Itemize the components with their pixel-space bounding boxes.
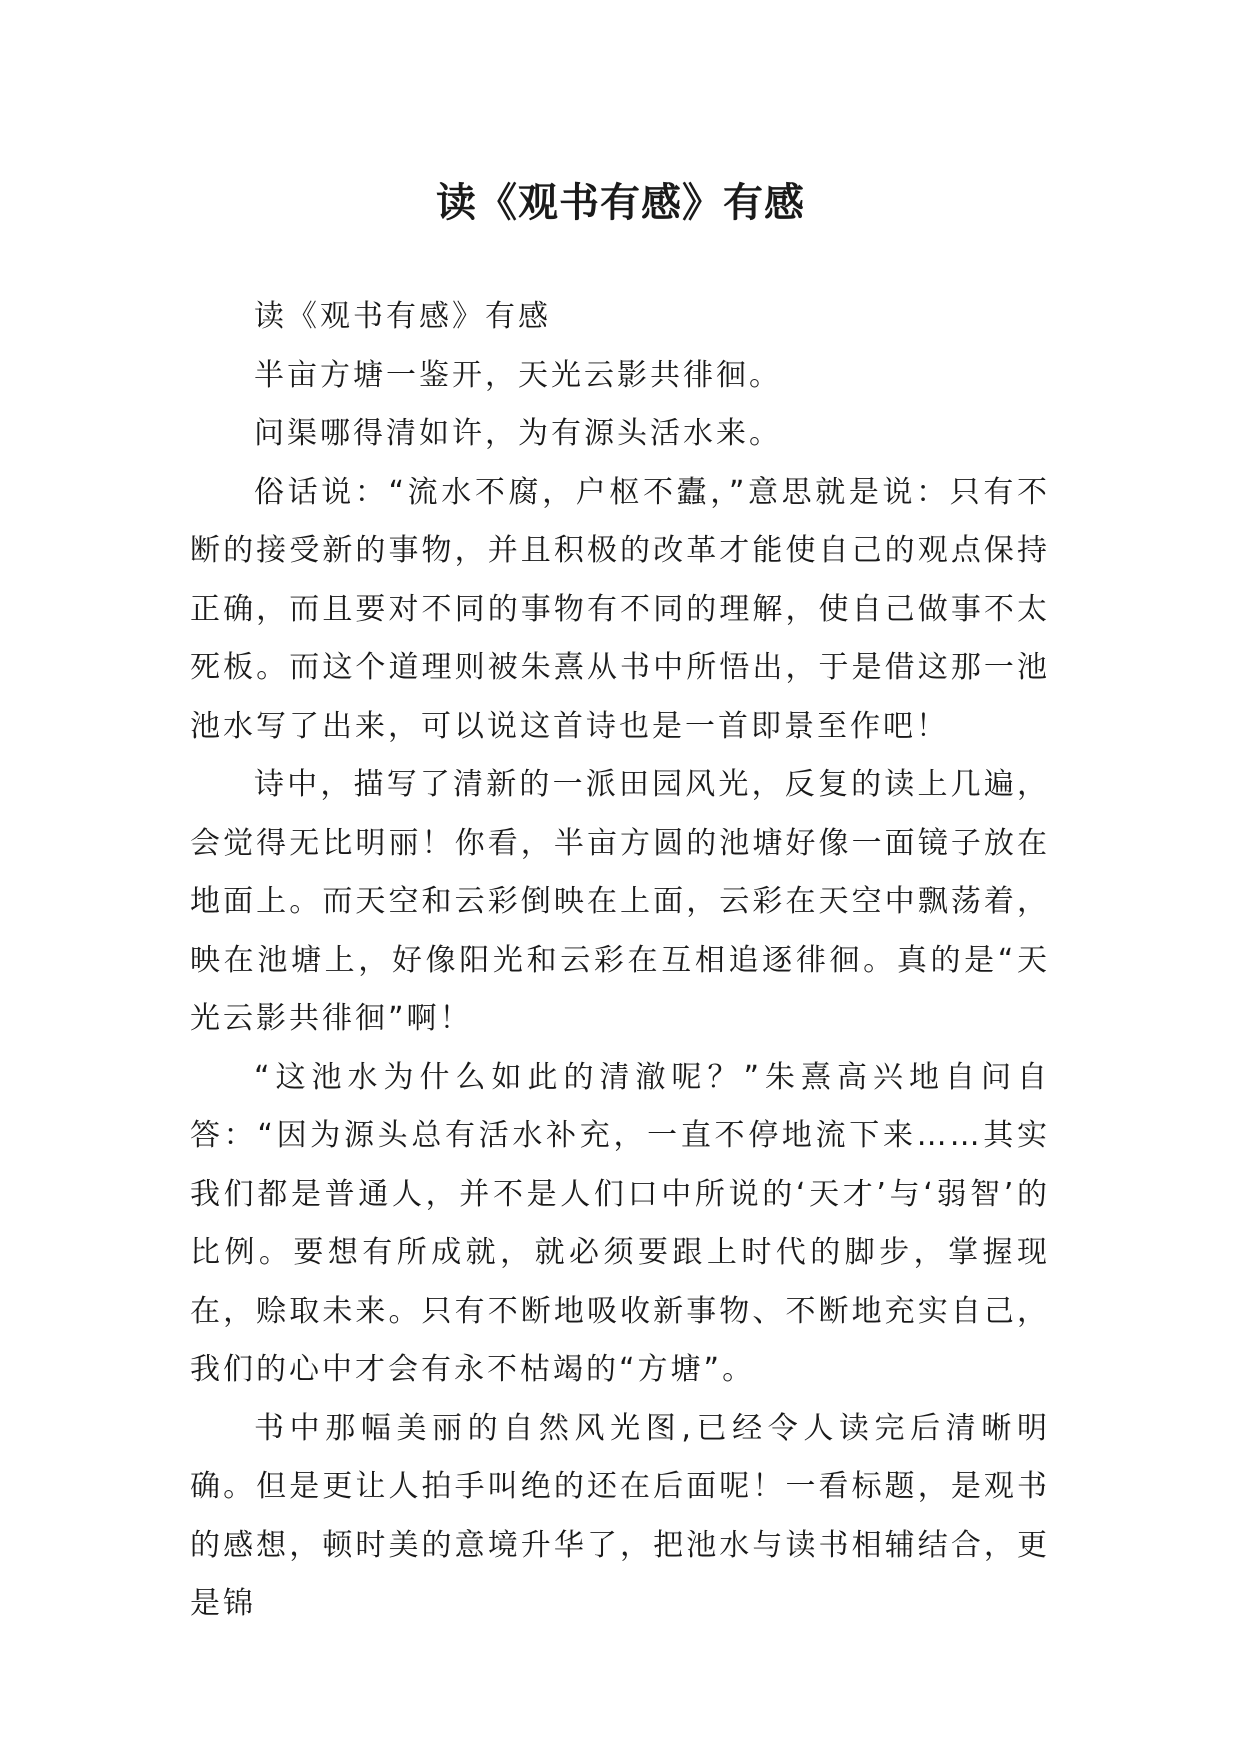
document-title: 读《观书有感》有感 [436,178,805,226]
paragraph-heading-repeat: 读《观书有感》有感 [254,299,551,334]
paragraph-clear-water: “这池水为什么如此的清澈呢？”朱熹高兴地自问自答：“因为源头总有活水补充，一直不停地流下来……其实我们都是普通人，并不是人们口中所说的‘天才’与‘弱智’的比例。要想有所成就，就必须要跟上时代的脚步，掌握现在，赊取未来。只有不断地吸收新事物、不断地充实自己，我们的心中才会有永不枯竭的“方塘”。 [190,1059,1050,1387]
paragraph-title-meaning: 书中那幅美丽的自然风光图,已经令人读完后清晰明确。但是更让人拍手叫绝的还在后面呢！一看标题，是观书的感想，顿时美的意境升华了，把池水与读书相辅结合，更是锦 [190,1410,1050,1621]
paragraph-proverb: 俗话说：“流水不腐，户枢不蠹，”意思就是说：只有不断的接受新的事物，并且积极的改革才能使自己的观点保持正确，而且要对不同的事物有不同的理解，使自己做事不太死板。而这个道理则被朱熹从书中所悟出，于是借这那一池池水写了出来，可以说这首诗也是一首即景至作吧！ [190,474,1050,744]
document-body [190,288,1050,1634]
paragraph-poem-line-1: 半亩方塘一鉴开，天光云影共徘徊。 [254,357,782,393]
paragraph-poem-line-2: 问渠哪得清如许，为有源头活水来。 [254,416,782,451]
paragraph-scenery: 诗中，描写了清新的一派田园风光，反复的读上几遍，会觉得无比明丽！你看，半亩方圆的池塘好像一面镜子放在地面上。而天空和云彩倒映在上面，云彩在天空中飘荡着，映在池塘上，好像阳光和云彩在互相追逐徘徊。真的是“天光云影共徘徊”啊！ [190,767,1050,1036]
